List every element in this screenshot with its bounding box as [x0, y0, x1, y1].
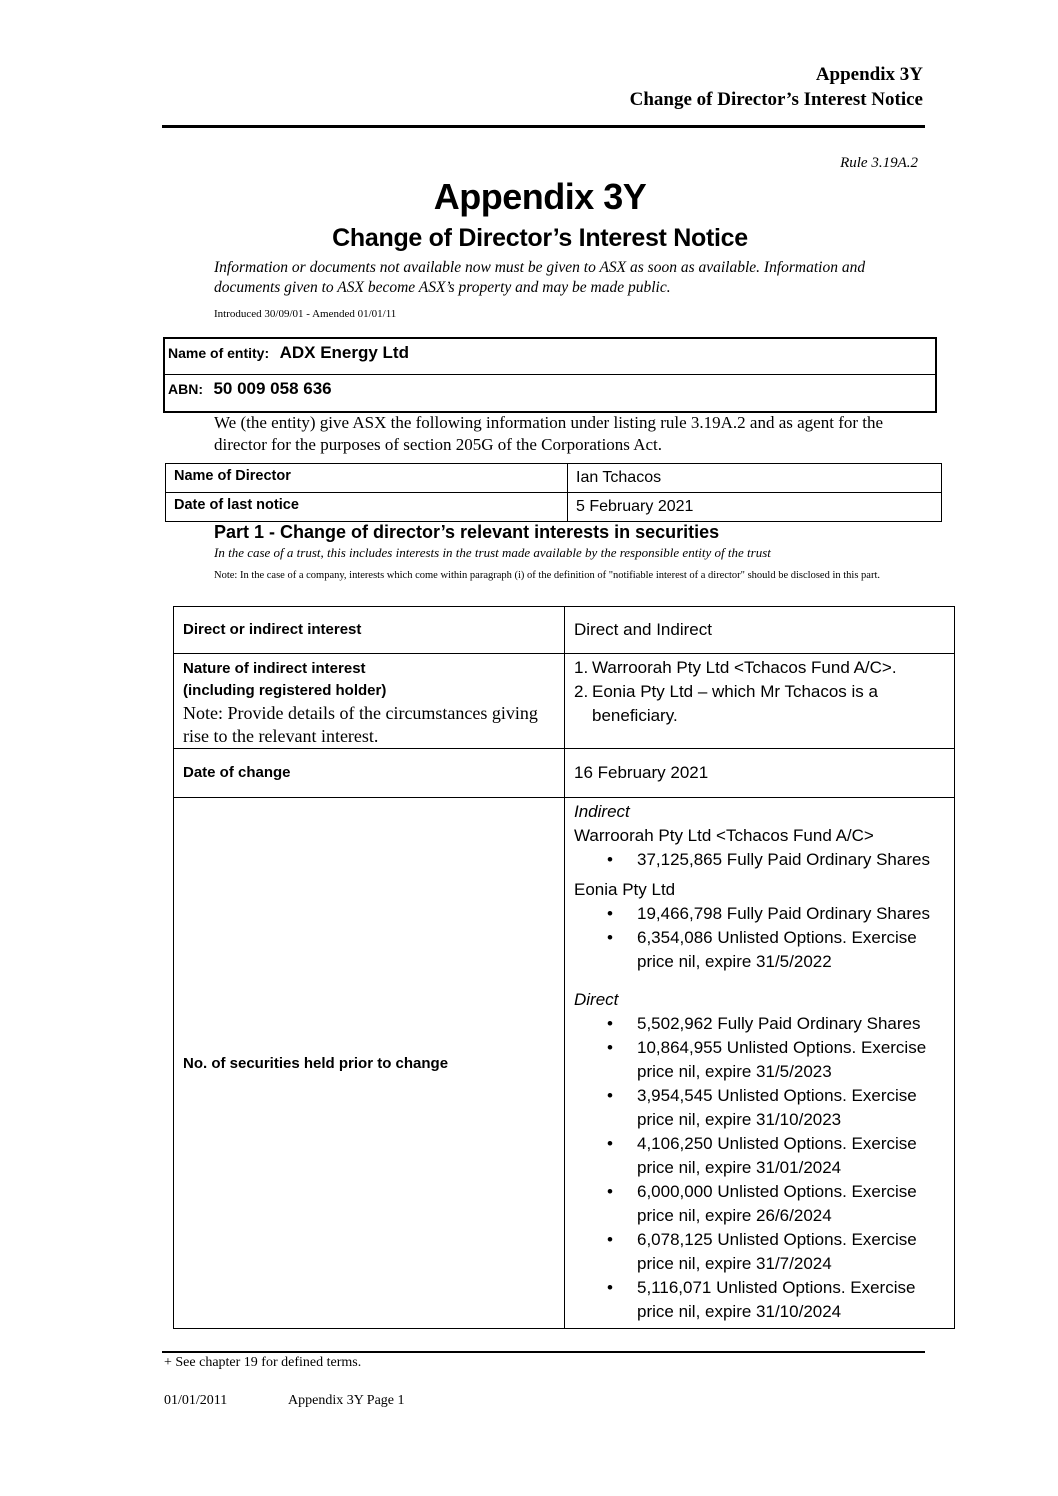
holding-item: • 3,954,545 Unlisted Options. Exercise price nil, expire 31/10/2023: [574, 1084, 945, 1132]
securities-held-row: [174, 798, 955, 1329]
interest-table: [173, 606, 955, 1329]
last-notice-label: Date of last notice: [166, 493, 568, 522]
indirect-heading: Indirect: [574, 802, 630, 821]
holding-item: • 19,466,798 Fully Paid Ordinary Shares: [574, 902, 945, 926]
entity-box: [163, 337, 937, 413]
holding-item: • 10,864,955 Unlisted Options. Exercise price nil, expire 31/5/2023: [574, 1036, 945, 1084]
abn-row: [165, 375, 935, 411]
securities-held-label: No. of securities held prior to change: [174, 798, 565, 1329]
nature-item-text: Warroorah Pty Ltd <Tchacos Fund A/C>.: [592, 658, 897, 677]
entity-statement: We (the entity) give ASX the following information under listing rule 3.19A.2 and as agent for the director for the purposes of section 205G of the Corporations Act.: [214, 413, 884, 454]
director-name-row: [166, 464, 942, 493]
nature-label: Nature of indirect interest: [183, 660, 366, 677]
holding-item: • 6,000,000 Unlisted Options. Exercise price nil, expire 26/6/2024: [574, 1180, 945, 1228]
last-notice-row: [166, 493, 942, 522]
entity-name-row: [165, 339, 935, 375]
holding-item: • 5,116,071 Unlisted Options. Exercise price nil, expire 31/10/2024: [574, 1276, 945, 1324]
rule-reference: Rule 3.19A.2: [840, 155, 918, 171]
director-name-value: Ian Tchacos: [568, 464, 942, 493]
header-title: Appendix 3Y: [815, 64, 923, 85]
footer-page: Appendix 3Y Page 1: [288, 1393, 405, 1408]
abn-value: 50 009 058 636: [213, 379, 332, 398]
info-text: Information or documents not available now must be given to ASX as soon as available. Information and documents given to ASX become ASX’s property and may be made public.: [214, 259, 866, 296]
part1-heading: Part 1 - Change of director’s relevant interests in securities: [214, 522, 720, 542]
director-table: [165, 463, 942, 522]
footer-defined-terms: + See chapter 19 for defined terms.: [164, 1355, 362, 1370]
warroorah-holder: Warroorah Pty Ltd <Tchacos Fund A/C>: [574, 826, 874, 845]
holding-item: • 6,078,125 Unlisted Options. Exercise price nil, expire 31/7/2024: [574, 1228, 945, 1276]
nature-item-text: Eonia Pty Ltd – which Mr Tchacos is a beneficiary.: [592, 682, 878, 725]
part1-note: Note: In the case of a company, interests which come within paragraph (i) of the definition of "notifiable interest of a director" should be disclosed in this part.: [214, 570, 880, 581]
header-divider: [162, 125, 925, 128]
nature-item: [574, 656, 945, 680]
nature-item-number: 1.: [574, 658, 589, 677]
nature-item: [574, 680, 945, 728]
director-name-label: Name of Director: [166, 464, 568, 493]
direct-indirect-label: Direct or indirect interest: [174, 607, 565, 654]
direct-indirect-row: [174, 607, 955, 654]
introduced-text: Introduced 30/09/01 - Amended 01/01/11: [214, 308, 397, 320]
nature-row: [174, 654, 955, 749]
document-title: Appendix 3Y: [433, 176, 647, 217]
direct-indirect-value: Direct and Indirect: [565, 607, 955, 654]
document-subtitle: Change of Director’s Interest Notice: [332, 224, 748, 252]
eonia-holder: Eonia Pty Ltd: [574, 880, 676, 899]
direct-heading: Direct: [574, 990, 619, 1009]
last-notice-value: 5 February 2021: [568, 493, 942, 522]
holding-item: • 37,125,865 Fully Paid Ordinary Shares: [574, 848, 945, 872]
nature-note: Note: Provide details of the circumstances giving rise to the relevant interest.: [183, 703, 538, 746]
date-of-change-value: 16 February 2021: [565, 749, 955, 798]
footer-divider: [162, 1351, 925, 1353]
entity-name-label: Name of entity:: [168, 345, 270, 361]
footer-date: 01/01/2011: [164, 1393, 228, 1408]
abn-label: ABN:: [168, 381, 203, 397]
holding-item: • 4,106,250 Unlisted Options. Exercise price nil, expire 31/01/2024: [574, 1132, 945, 1180]
nature-label-cell: [174, 654, 565, 749]
nature-item-number: 2.: [574, 682, 589, 701]
nature-label-sub: (including registered holder): [183, 682, 387, 699]
nature-value-cell: [565, 654, 955, 749]
date-of-change-label: Date of change: [174, 749, 565, 798]
date-of-change-row: [174, 749, 955, 798]
holding-item: • 5,502,962 Fully Paid Ordinary Shares: [574, 1012, 945, 1036]
holding-item: • 6,354,086 Unlisted Options. Exercise price nil, expire 31/5/2022: [574, 926, 945, 974]
header-subtitle: Change of Director’s Interest Notice: [629, 89, 923, 110]
part1-subheading: In the case of a trust, this includes interests in the trust made available by the responsible entity of the trust: [214, 545, 771, 560]
entity-name-value: ADX Energy Ltd: [279, 343, 409, 362]
securities-held-value-cell: [565, 798, 955, 1329]
